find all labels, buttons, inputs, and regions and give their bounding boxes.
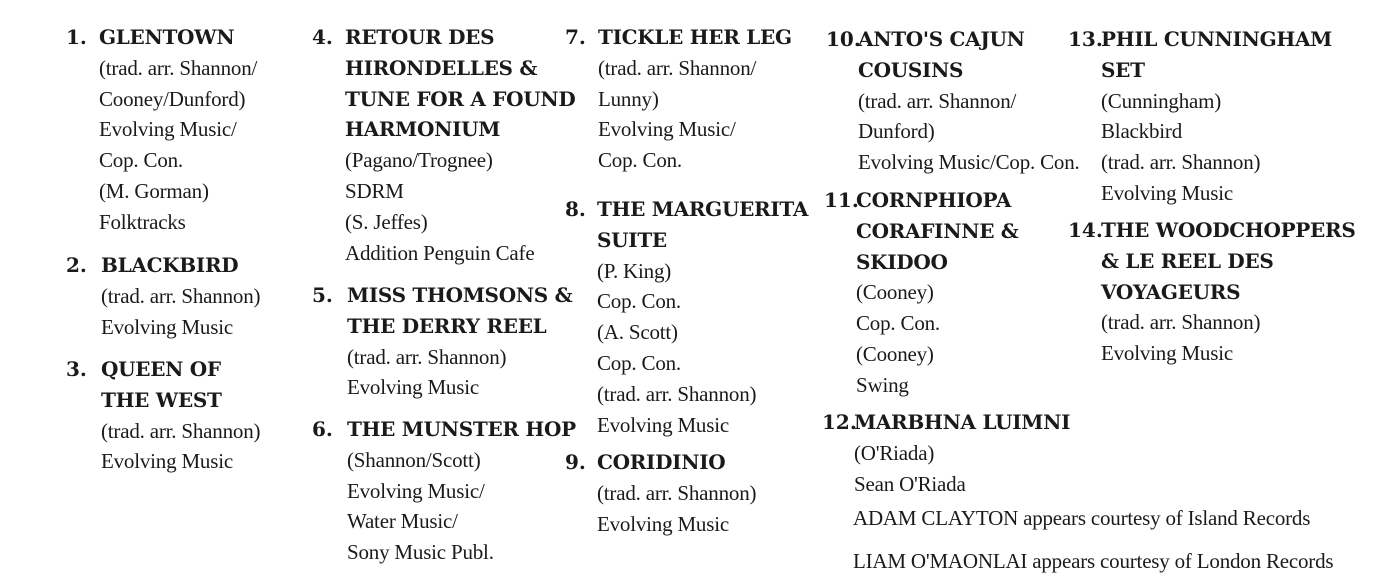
track-credit-line: (trad. arr. Shannon): [1101, 310, 1261, 335]
track-credit-line: (Shannon/Scott): [347, 447, 481, 472]
track-details: [597, 194, 808, 440]
track-details: [101, 250, 260, 342]
track-credit-line: Dunford): [858, 119, 935, 144]
track-number: 11.: [824, 188, 859, 212]
track-title-line: SET: [1101, 57, 1145, 82]
track-number: 3.: [66, 357, 87, 381]
track-credit-line: Addition Penguin Cafe: [345, 240, 535, 265]
track-details: [99, 22, 257, 238]
track-credit-line: (Cooney): [856, 280, 934, 305]
track-title-line: THE WEST: [101, 387, 222, 412]
track-title-line: CORAFINNE &: [856, 218, 1019, 243]
track-title-line: TICKLE HER LEG: [598, 25, 792, 49]
track-credit-line: (trad. arr. Shannon): [597, 480, 757, 505]
track-number: 8.: [565, 197, 586, 221]
track-title-line: THE MARGUERITA: [597, 197, 809, 221]
track-credit-line: (trad. arr. Shannon): [101, 283, 261, 308]
track-credit-line: Blackbird: [1101, 119, 1183, 144]
track-credit-line: Evolving Music: [347, 375, 479, 400]
track-details: [347, 414, 576, 568]
track-credit-line: Evolving Music/: [99, 117, 237, 142]
track-credit-line: Evolving Music: [1101, 180, 1233, 205]
track-title-line: VOYAGEURS: [1101, 279, 1241, 304]
track-number: 5.: [312, 283, 333, 307]
track-credit-line: (trad. arr. Shannon): [597, 381, 757, 406]
track-title-line: ANTO'S CAJUN: [858, 27, 1025, 51]
track-number: 13.: [1068, 27, 1103, 51]
track-details: [856, 185, 1019, 401]
track-credit-line: (P. King): [597, 258, 672, 283]
track-number: 12.: [822, 410, 857, 434]
track-credit-line: Water Music/: [347, 509, 458, 534]
track-credit-line: Evolving Music/: [347, 478, 485, 503]
track-number: 10.: [826, 27, 861, 51]
track-credit-line: Evolving Music/: [598, 117, 736, 142]
track-details: [858, 24, 1080, 178]
track-credit-line: (trad. arr. Shannon/: [598, 55, 757, 80]
track-credit-line: SDRM: [345, 178, 404, 203]
track-credit-line: Evolving Music: [1101, 341, 1233, 366]
track-credit-line: Evolving Music: [597, 412, 729, 437]
track-details: [345, 22, 575, 268]
track-number: 4.: [312, 25, 333, 49]
footnote-adam-clayton: ADAM CLAYTON appears courtesy of Island Records: [853, 506, 1311, 530]
track-credit-line: Cop. Con.: [856, 311, 940, 336]
track-title-line: & LE REEL DES: [1101, 248, 1274, 273]
track-credit-line: (S. Jeffes): [345, 209, 428, 234]
track-credit-line: (trad. arr. Shannon/: [858, 88, 1017, 113]
track-credit-line: Evolving Music: [597, 511, 729, 536]
track-title-line: COUSINS: [858, 57, 964, 82]
track-title-line: SKIDOO: [856, 249, 948, 274]
footnote-liam-omaonlai: LIAM O'MAONLAI appears courtesy of London Records: [853, 549, 1334, 573]
track-credit-line: Cop. Con.: [597, 350, 681, 375]
track-title-line: TUNE FOR A FOUND: [345, 86, 576, 111]
track-number: 7.: [565, 25, 586, 49]
track-number: 6.: [312, 417, 333, 441]
track-credit-line: Sony Music Publ.: [347, 540, 494, 565]
track-title-line: THE MUNSTER HOP: [347, 417, 576, 441]
track-details: [1101, 24, 1332, 209]
track-title-line: THE WOODCHOPPERS: [1101, 218, 1356, 242]
track-title-line: GLENTOWN: [99, 25, 235, 49]
track-title-line: RETOUR DES: [345, 25, 495, 49]
track-details: [597, 447, 756, 539]
track-title-line: QUEEN OF: [101, 357, 221, 381]
track-title-line: PHIL CUNNINGHAM: [1101, 27, 1333, 51]
track-title-line: MARBHNA LUIMNI: [854, 410, 1071, 434]
track-credit-line: (trad. arr. Shannon): [1101, 150, 1261, 175]
track-title-line: BLACKBIRD: [101, 253, 239, 277]
track-credit-line: Cooney/Dunford): [99, 86, 246, 111]
track-title-line: HARMONIUM: [345, 117, 501, 142]
track-credit-line: (O'Riada): [854, 440, 935, 465]
track-credit-line: Evolving Music: [101, 449, 233, 474]
track-credit-line: Evolving Music: [101, 314, 233, 339]
track-title-line: HIRONDELLES &: [345, 55, 538, 80]
track-title-line: SUITE: [597, 227, 667, 252]
track-number: 9.: [565, 450, 586, 474]
track-details: [854, 407, 1070, 499]
track-credit-line: Cop. Con.: [99, 148, 183, 173]
track-details: [101, 354, 260, 477]
track-details: [1101, 215, 1355, 369]
track-title-line: MISS THOMSONS &: [347, 283, 573, 307]
track-credit-line: Lunny): [598, 86, 659, 111]
track-credit-line: (M. Gorman): [99, 178, 209, 203]
track-number: 1.: [66, 25, 87, 49]
track-credit-line: Evolving Music/Cop. Con.: [858, 150, 1080, 175]
track-number: 14.: [1068, 218, 1103, 242]
track-details: [598, 22, 792, 176]
track-title-line: THE DERRY REEL: [347, 313, 547, 338]
track-credit-line: (Cunningham): [1101, 88, 1222, 113]
track-title-line: CORNPHIOPA: [856, 188, 1012, 212]
track-credit-line: (Pagano/Trognee): [345, 148, 493, 173]
track-credit-line: (Cooney): [856, 341, 934, 366]
track-details: [347, 280, 572, 403]
track-credit-line: Sean O'Riada: [854, 471, 966, 496]
track-credit-line: (trad. arr. Shannon): [101, 418, 261, 443]
track-credit-line: (A. Scott): [597, 320, 678, 345]
track-credit-line: Folktracks: [99, 209, 186, 234]
track-number: 2.: [66, 253, 87, 277]
track-title-line: CORIDINIO: [597, 450, 726, 474]
track-credit-line: Cop. Con.: [598, 148, 682, 173]
track-credit-line: (trad. arr. Shannon/: [99, 55, 258, 80]
track-credit-line: (trad. arr. Shannon): [347, 344, 507, 369]
track-credit-line: Swing: [856, 372, 909, 397]
track-credit-line: Cop. Con.: [597, 289, 681, 314]
